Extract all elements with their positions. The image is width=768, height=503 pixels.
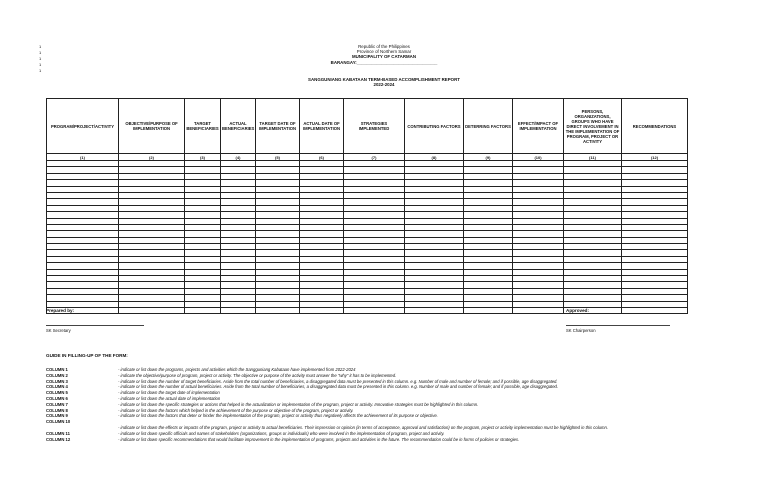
column-header: ACTUAL DATE OF IMPLEMENTATION [300,99,344,154]
guide-column-label: COLUMN 3 [46,378,68,384]
guide-instruction: - indicate or list down the specific strategies or actions that helped in the actualization or implementation of the program, project or activity. Innovative strategies must be highlighted in this column. [118,401,479,407]
column-header: RECOMMENDATIONS [622,99,688,154]
guide-column-label: COLUMN 8 [46,407,68,413]
margin-mark: 1 [39,68,42,73]
guide-column-label: COLUMN 4 [46,384,68,390]
column-number: (2) [119,154,185,161]
header-municipality: MUNICIPALITY OF CATARMAN [351,54,417,60]
table-row [47,307,688,313]
guide-column-label: COLUMN 10 [46,419,71,425]
guide-column-label: COLUMN 7 [46,401,68,407]
report-years: 2022-2024 [373,82,395,88]
table-cell[interactable] [344,307,405,313]
table-cell[interactable] [622,307,688,313]
guide-column-label: COLUMN 1 [46,367,68,372]
column-number: (5) [256,154,300,161]
column-number-row [47,154,688,161]
guide-instruction: - indicate or list down the factors which helped in the achievement of the purpose or objective of the program, project or activity. [118,407,354,413]
margin-mark: 1 [39,56,42,61]
column-header: OBJECTIVE/PURPOSE OF IMPLEMENTATION [119,99,185,154]
prepared-by-label: Prepared by: [46,308,75,313]
guide-column-label: COLUMN 5 [46,390,68,396]
margin-mark: 1 [39,62,42,67]
table-cell[interactable] [405,307,464,313]
guide-column-label: COLUMN 9 [46,413,68,419]
accomplishment-table [46,98,688,314]
report-title: SANGGUNIANG KABATAAN TERM-BASED ACCOMPLISHMENT REPORT [308,77,460,82]
margin-mark: 1 [39,50,42,55]
guide-instruction: - indicate or list down the effects or impacts of the program, project or activity to actual beneficiaries. Their impression or opinion (in terms of acceptance, approval and satisfaction) on the program, project or activity implementation must be highlighted in this column. [118,424,608,430]
prepared-by-name: SK Secretary [46,328,71,333]
margin-mark: 1 [39,44,42,49]
guide-column-label: COLUMN 11 [46,430,70,436]
prepared-signature-line [46,325,144,326]
guide-column-label: COLUMN 6 [46,395,68,401]
column-number: (9) [464,154,513,161]
column-number: (10) [513,154,564,161]
column-header: DETERRING FACTORS [464,99,513,154]
column-header: CONTRIBUTING FACTORS [405,99,464,154]
guide-title: GUIDE IN FILLING-UP OF THE FORM: [46,353,128,358]
column-number: (11) [564,154,622,161]
header-line2: Province of Northern Samar [356,49,412,55]
guide-instruction: - indicate or list down the number of target beneficiaries. Aside from the total number of beneficiaries, a disaggregated data must be presented in this column. e.g. Number of male and number of female; and if possible, age disaggregated. [118,378,558,384]
guide-instruction: - indicate or list down specific officials and names of stakeholders (organizations, groups or individuals) who were involved in the implementation of program, project and activity. [118,430,445,436]
guide-instruction: - indicate or list down the actual date of implementation [118,395,221,401]
table-cell[interactable] [221,307,256,313]
header-line1: Republic of the Philippines [358,44,410,49]
approved-name: SK Chairperson [566,328,596,333]
column-number: (12) [622,154,688,161]
column-header: TARGET BENEFICIARIES [185,99,221,154]
table-header-row [47,99,688,154]
column-header: STRATEGIES IMPLEMENTED [344,99,405,154]
header-barangay: BARANGAY:_________________________________ [330,59,438,65]
column-header: TARGET DATE OF IMPLEMENTATION [256,99,300,154]
guide-instruction: - indicate the objective/purpose of program, project or activity. The objective or purpose of the activity must answer the "why" it has to be implemented. [118,372,397,378]
column-number: (3) [185,154,221,161]
column-header: ACTUAL BENEFICIARIES [221,99,256,154]
table-cell[interactable] [119,307,185,313]
approved-signature-line [566,325,670,326]
table-cell[interactable] [513,307,564,313]
guide-row [46,437,746,443]
guide-column-label: COLUMN 12 [46,436,71,442]
guide-column-label: COLUMN 2 [46,372,68,378]
column-header: PROGRAM/PROJECT/ACTIVITY [47,99,119,154]
guide-instruction: - indicate or list down the number of actual beneficiaries. Aside from the total number of beneficiaries, a disaggregated data must be presented in this column. e.g. Number of male and number of female; and if possible, age disaggregated. [118,384,559,390]
guide-instruction: - indicate or list down the factors that deter or hinder the implementation of the program, project or activity thus negatively affects the achievement of its purpose or objective. [118,413,438,419]
column-number: (6) [300,154,344,161]
guide-list [46,367,746,442]
guide-instruction: - indicate or list down the programs, projects and activities which the Sangguniang Kabataan have implemented from 2022-2024 [118,367,356,372]
document-header [0,44,768,65]
column-number: (7) [344,154,405,161]
table-cell[interactable] [185,307,221,313]
guide-instruction: - indicate or list down specific recommendations that would facilitate improvement in the implementation of programs, projects and activities in the future. The recommendation could be in forms of policies or strategies. [118,436,520,442]
table-cell[interactable] [300,307,344,313]
approved-label: Approved: [566,308,589,313]
column-number: (4) [221,154,256,161]
table-cell[interactable] [256,307,300,313]
column-header: EFFECT/IMPACT OF IMPLEMENTATION [513,99,564,154]
column-number: (8) [405,154,464,161]
guide-instruction: - indicate or list down the target date of implementation [118,390,220,396]
table-cell[interactable] [464,307,513,313]
report-title-block [0,77,768,87]
column-header: PERSONS, ORGANIZATIONS, GROUPS WHO HAVE DIRECT INVOLVEMENT IN THE IMPLEMENTATION OF PROGRAM, PROJECT OR ACTIVITY [564,99,622,154]
column-number: (1) [47,154,119,161]
